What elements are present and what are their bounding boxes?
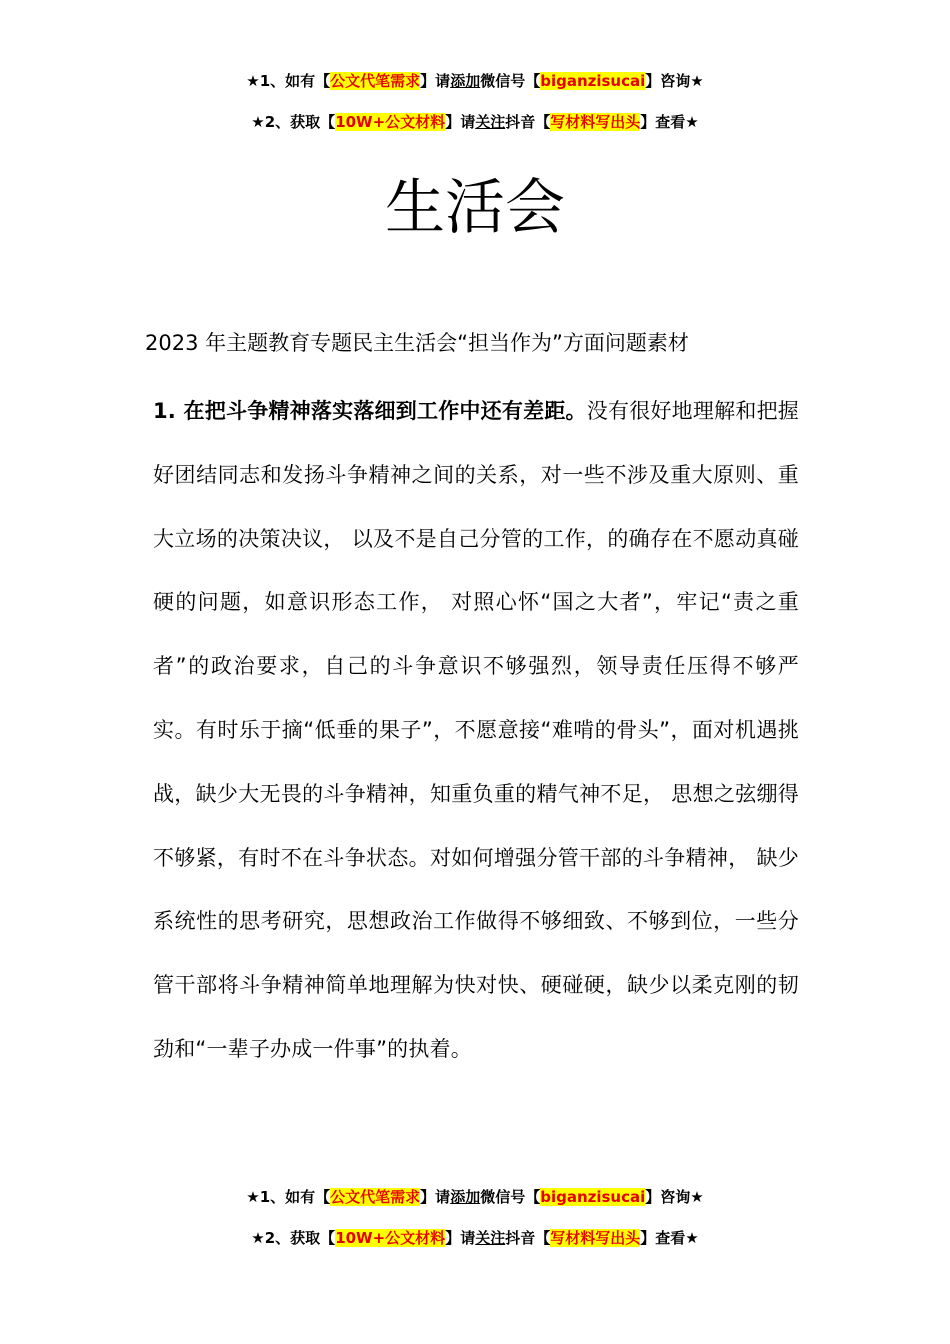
promo-line-wechat bbox=[0, 70, 950, 92]
promo-text: 】咨询★ bbox=[645, 72, 704, 90]
promo-text: ★1、如有【 bbox=[246, 1188, 331, 1206]
promo-line-douyin-footer bbox=[0, 1227, 950, 1249]
body-paragraph-1 bbox=[153, 380, 799, 1082]
promo-text: 】请 bbox=[420, 72, 451, 90]
promo-text: 】查看★ bbox=[640, 1229, 699, 1247]
promo-text: 】请 bbox=[420, 1188, 451, 1206]
document-subtitle: 2023 年主题教育专题民主生活会“担当作为”方面问题素材 bbox=[145, 331, 689, 355]
promo-text: 】请 bbox=[445, 1229, 476, 1247]
promo-text: ★2、获取【 bbox=[251, 1229, 336, 1247]
promo-text: 抖音【 bbox=[505, 1229, 551, 1247]
promo-text: 微信号【 bbox=[480, 1188, 541, 1206]
promo-emphasis: 关注 bbox=[475, 1229, 506, 1247]
promo-douyin-account: 写材料写出头 bbox=[550, 1229, 641, 1247]
promo-highlight: 10W+公文材料 bbox=[335, 113, 446, 131]
promo-douyin-account: 写材料写出头 bbox=[550, 113, 641, 131]
promo-highlight: 公文代笔需求 bbox=[330, 72, 421, 90]
promo-text: ★2、获取【 bbox=[251, 113, 336, 131]
promo-wechat-id: biganzisucai bbox=[540, 72, 646, 90]
promo-text: 微信号【 bbox=[480, 72, 541, 90]
promo-text: 】查看★ bbox=[640, 113, 699, 131]
promo-text: 】咨询★ bbox=[645, 1188, 704, 1206]
promo-highlight: 10W+公文材料 bbox=[335, 1229, 446, 1247]
document-title: 生活会 bbox=[385, 173, 565, 243]
promo-emphasis: 添加 bbox=[450, 72, 481, 90]
promo-emphasis: 关注 bbox=[475, 113, 506, 131]
item-heading: 1. 在把斗争精神落实落细到工作中还有差距。 bbox=[153, 399, 587, 423]
promo-highlight: 公文代笔需求 bbox=[330, 1188, 421, 1206]
promo-wechat-id: biganzisucai bbox=[540, 1188, 646, 1206]
promo-text: ★1、如有【 bbox=[246, 72, 331, 90]
promo-text: 抖音【 bbox=[505, 113, 551, 131]
promo-text: 】请 bbox=[445, 113, 476, 131]
promo-line-wechat-footer bbox=[0, 1186, 950, 1208]
promo-line-douyin bbox=[0, 111, 950, 133]
promo-emphasis: 添加 bbox=[450, 1188, 481, 1206]
item-text: 没有很好地理解和把握好团结同志和发扬斗争精神之间的关系，对一些不涉及重大原则、重大立场的决策决议， 以及不是自己分管的工作，的确存在不愿动真碰硬的问题，如意识形态工作， 对照心怀“国之大者”，牢记“责之重者”的政治要求，自己的斗争意识不够强烈，领导责任压得不够严实。有时乐于摘“低垂的果子”，不愿意接“难啃的骨头”，面对机遇挑战，缺少大无畏的斗争精神，知重负重的精气神不足， 思想之弦绷得不够紧，有时不在斗争状态。对如何增强分管干部的斗争精神， 缺少系统性的思考研究，思想政治工作做得不够细致、不够到位，一些分管干部将斗争精神简单地理解为快对快、硬碰硬，缺少以柔克刚的韧劲和“一辈子办成一件事”的执着。 bbox=[153, 399, 799, 1061]
